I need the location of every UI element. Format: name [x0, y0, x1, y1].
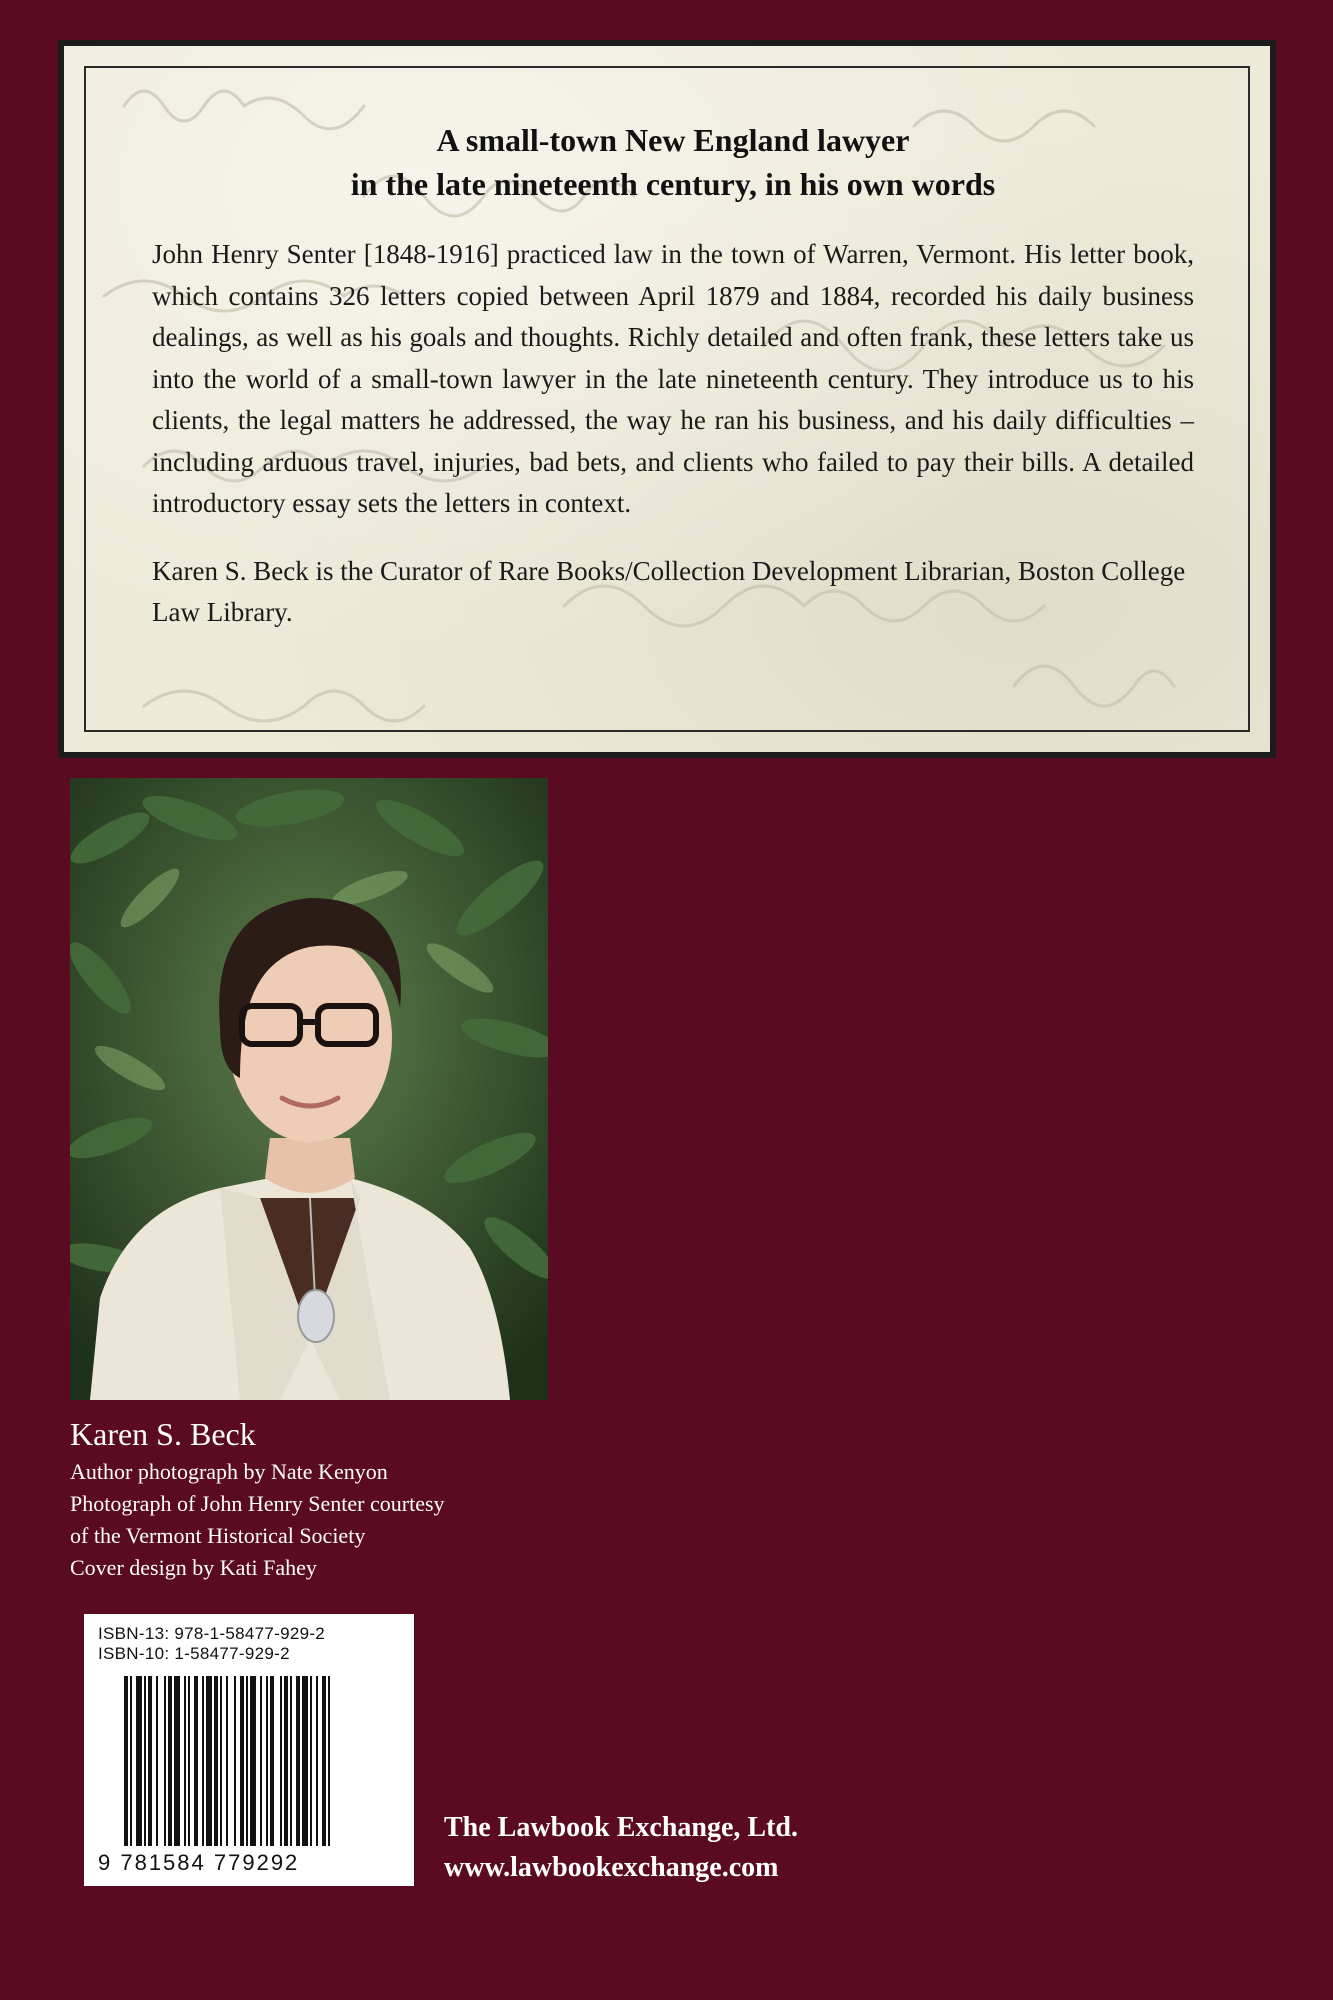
author-name: Karen S. Beck: [70, 1416, 256, 1452]
barcode-bar: [130, 1676, 132, 1846]
description-panel: [64, 46, 1270, 752]
barcode-bar: [202, 1676, 204, 1846]
barcode-bar: [290, 1676, 292, 1846]
barcode-bar: [226, 1676, 228, 1846]
barcode-bar: [284, 1676, 288, 1846]
barcode-bar: [184, 1676, 186, 1846]
barcode-bar: [328, 1676, 330, 1846]
barcode-bar: [144, 1676, 146, 1846]
barcode-bar: [136, 1676, 142, 1846]
barcode-bar: [310, 1676, 312, 1846]
barcode-bar: [148, 1676, 152, 1846]
headline-line-2: in the late nineteenth century, in his own words: [350, 166, 996, 202]
photo-credit: Author photograph by Nate Kenyon: [70, 1459, 388, 1484]
barcode-bar: [188, 1676, 190, 1846]
author-photo: [70, 778, 548, 1400]
barcode-bar: [214, 1676, 218, 1846]
headline: [152, 118, 1194, 206]
isbn-barcode-box: [84, 1614, 414, 1886]
senter-photo-credit-line-2: of the Vermont Historical Society: [70, 1523, 366, 1548]
barcode-bar: [302, 1676, 308, 1846]
barcode-bar: [194, 1676, 198, 1846]
isbn-13: ISBN-13: 978-1-58477-929-2: [98, 1624, 326, 1643]
barcode-bar: [250, 1676, 256, 1846]
barcode-bars: [124, 1676, 394, 1846]
publisher-name: The Lawbook Exchange, Ltd.: [444, 1812, 798, 1843]
barcode-bar: [322, 1676, 326, 1846]
barcode-bar: [270, 1676, 274, 1846]
barcode-bar: [240, 1676, 244, 1846]
barcode-bar: [156, 1676, 158, 1846]
barcode-bar: [124, 1676, 128, 1846]
barcode-bar: [266, 1676, 268, 1846]
headline-line-1: A small-town New England lawyer: [436, 122, 910, 158]
author-bio: Karen S. Beck is the Curator of Rare Books/Collection Development Librarian, Boston College Law Library.: [152, 555, 1186, 627]
barcode-bar: [168, 1676, 172, 1846]
barcode-bar: [234, 1676, 236, 1846]
book-description: John Henry Senter [1848-1916] practiced law in the town of Warren, Vermont. His letter book, which contains 326 letters copied between April 1879 and 1884, recorded his daily business dealings, as well as his goals and thoughts. Richly detailed and often frank, these letters take us into the world of a small-town lawyer in the late nineteenth century. They introduce us to his clients, the legal matters he addressed, the way he ran his business, and his daily difficulties – including arduous travel, injuries, bad bets, and clients who failed to pay their bills. A detailed introductory essay sets the letters in context.: [152, 239, 1194, 518]
author-photo-illustration: [70, 778, 548, 1400]
barcode-bar: [164, 1676, 166, 1846]
cover-design-credit: Cover design by Kati Fahey: [70, 1555, 317, 1580]
panel-content: [152, 118, 1194, 633]
barcode-bar: [220, 1676, 222, 1846]
isbn-10: ISBN-10: 1-58477-929-2: [98, 1644, 290, 1663]
barcode-digits: 9 781584 779292: [98, 1850, 300, 1875]
barcode-bar: [280, 1676, 282, 1846]
credits-block: [70, 1414, 590, 1584]
publisher-url: www.lawbookexchange.com: [444, 1852, 779, 1883]
description-panel-frame: [58, 40, 1276, 758]
barcode-bar: [206, 1676, 212, 1846]
barcode-bar: [246, 1676, 248, 1846]
barcode-bar: [316, 1676, 318, 1846]
barcode-bar: [260, 1676, 262, 1846]
senter-photo-credit-line-1: Photograph of John Henry Senter courtesy: [70, 1491, 445, 1516]
barcode-bar: [296, 1676, 300, 1846]
barcode-bar: [174, 1676, 180, 1846]
publisher-block: [444, 1808, 798, 1888]
